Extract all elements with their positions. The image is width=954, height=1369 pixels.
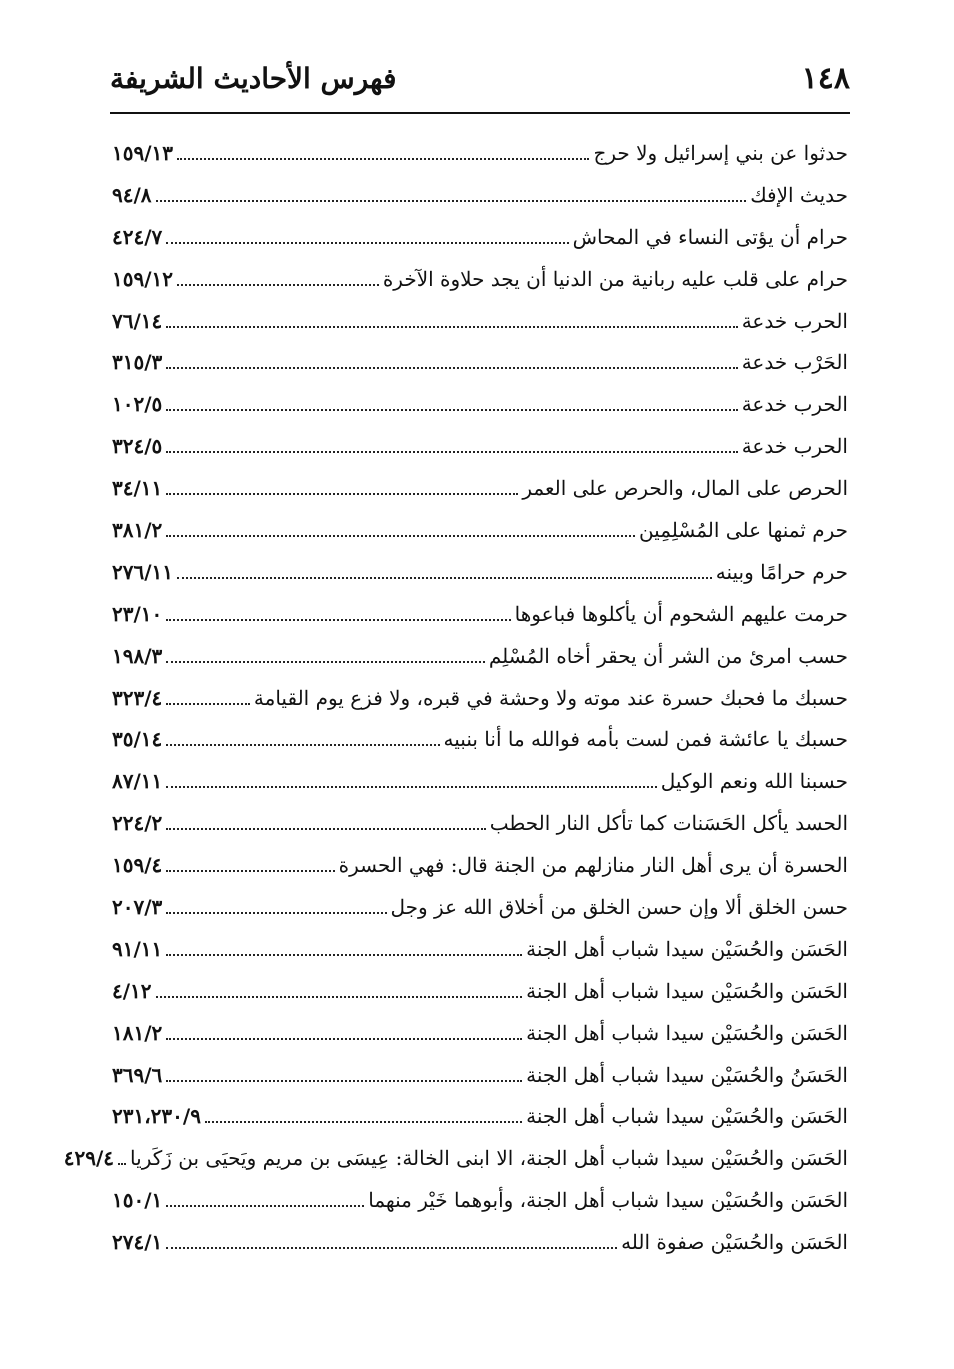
entry-reference: ٢٢٤/٢ xyxy=(112,811,163,836)
entry-text: حسبك يا عائشة فمن لست بأمه فوالله ما أنا بنبيه xyxy=(443,727,848,752)
entry-text: الحَسَن والحُسَيْن صفوة الله xyxy=(621,1230,848,1255)
entry-reference: ١٩٨/٣ xyxy=(112,643,163,668)
index-entry xyxy=(112,467,848,509)
index-entry xyxy=(112,425,848,467)
entry-text: الحَسَن والحُسَيْن سيدا شباب أهل الجنة xyxy=(526,936,848,961)
entry-reference: ٣٤/١١ xyxy=(112,476,163,501)
entry-reference: ٢٣/١٠ xyxy=(112,601,163,626)
entry-reference: ٤٢٩/٤ xyxy=(63,1146,115,1171)
entry-reference: ٣١٥/٣ xyxy=(112,350,163,375)
entry-text: الحرب خدعة xyxy=(741,392,848,417)
dot-leader xyxy=(166,870,334,872)
index-entry xyxy=(112,258,848,300)
dot-leader xyxy=(166,409,737,411)
index-entry xyxy=(112,1179,848,1221)
dot-leader xyxy=(166,1247,617,1249)
dot-leader xyxy=(177,158,589,160)
dot-leader xyxy=(166,1205,364,1207)
entry-reference: ٣٨١/٢ xyxy=(112,517,163,542)
entry-text: حرم حرامًا وبينه xyxy=(715,559,848,584)
entry-text: الحرب خدعة xyxy=(741,434,848,459)
entry-reference: ١٨١/٢ xyxy=(112,1020,163,1045)
entry-reference: ١٥٩/١٣ xyxy=(112,140,174,165)
entry-reference: ١٥٩/٤ xyxy=(112,853,163,878)
index-entry xyxy=(112,216,848,258)
dot-leader xyxy=(118,1163,126,1165)
index-entry xyxy=(112,802,848,844)
dot-leader xyxy=(166,242,568,244)
index-entry xyxy=(112,341,848,383)
dot-leader xyxy=(166,619,510,621)
entry-text: الحَسَن والحُسَيْن سيدا شباب أهل الجنة xyxy=(526,1104,848,1129)
entry-text: الحسد يأكل الحَسَنات كما تأكل النار الحطب xyxy=(489,811,848,836)
entry-text: حسبك ما فحبك حسرة عند موته ولا وحشة في قبره، ولا فزع يوم القيامة xyxy=(253,685,848,710)
index-entry xyxy=(112,928,848,970)
index-entry xyxy=(112,593,848,635)
entry-text: حسب امرئ من الشر أن يحقر أخاه المُسْلِم xyxy=(488,643,848,668)
entry-reference: ٣٦٩/٦ xyxy=(112,1062,163,1087)
index-entry xyxy=(112,677,848,719)
entry-reference: ٣٥/١٤ xyxy=(112,727,163,752)
index-entry xyxy=(112,132,848,174)
dot-leader xyxy=(166,535,635,537)
index-entry xyxy=(63,1137,848,1179)
index-entry xyxy=(112,635,848,677)
dot-leader xyxy=(166,1038,522,1040)
entry-text: الحَسَن والحُسَيْن سيدا شباب أهل الجنة xyxy=(526,978,848,1003)
dot-leader xyxy=(166,744,439,746)
entry-reference: ٧٦/١٤ xyxy=(112,308,163,333)
index-entry xyxy=(112,1221,848,1263)
entry-text: الحَرْب خدعة xyxy=(741,350,848,375)
entry-text: حدثوا عن بني إسرائيل ولا حرج xyxy=(593,140,848,165)
dot-leader xyxy=(177,577,712,579)
entry-text: الحرب خدعة xyxy=(741,308,848,333)
entry-reference: ١٥٠/١ xyxy=(112,1188,163,1213)
entry-reference: ٢٣١،٢٣٠/٩ xyxy=(112,1104,201,1129)
index-entry xyxy=(112,551,848,593)
entry-reference: ٤/١٢ xyxy=(112,978,152,1003)
index-entry xyxy=(112,509,848,551)
entry-text: الحَسَنُ والحُسَيْن سيدا شباب أهل الجنة xyxy=(526,1062,848,1087)
dot-leader xyxy=(166,703,250,705)
index-entry xyxy=(112,760,848,802)
entry-reference: ٤٢٤/٧ xyxy=(112,224,163,249)
dot-leader xyxy=(166,451,737,453)
entry-reference: ٢٠٧/٣ xyxy=(112,894,163,919)
index-entry xyxy=(112,886,848,928)
dot-leader xyxy=(156,200,747,202)
entry-text: حرمت عليهم الشحوم أن يأكلوها فباعوها xyxy=(514,601,848,626)
index-entry xyxy=(112,300,848,342)
entry-text: حديث الإفك xyxy=(750,182,848,207)
entry-text: الحَسَن والحُسَيْن سيدا شباب أهل الجنة، الا ابنى الخالة: عِيسَى بن مريم ويَحيَى بن زَكَريا xyxy=(130,1146,848,1171)
index-entry xyxy=(112,970,848,1012)
dot-leader xyxy=(166,912,386,914)
index-entry xyxy=(112,1012,848,1054)
index-entry xyxy=(112,718,848,760)
entry-reference: ٢٧٦/١١ xyxy=(112,559,174,584)
index-entry xyxy=(112,1054,848,1096)
entry-text: الحَسَن والحُسَيْن سيدا شباب أهل الجنة، وأبوهما خَيْر منهما xyxy=(368,1188,848,1213)
index-entry xyxy=(112,383,848,425)
dot-leader xyxy=(166,326,737,328)
dot-leader xyxy=(166,954,522,956)
index-entry xyxy=(112,174,848,216)
dot-leader xyxy=(156,996,523,998)
page-number: ١٤٨ xyxy=(801,60,850,96)
entry-reference: ٩١/١١ xyxy=(112,936,163,961)
dot-leader xyxy=(166,661,485,663)
index-entry xyxy=(112,844,848,886)
entry-text: الحسرة أن يرى أهل النار منازلهم من الجنة قال: فهي الحسرة xyxy=(338,853,848,878)
header-rule xyxy=(110,112,850,114)
entry-reference: ١٥٩/١٢ xyxy=(112,266,174,291)
entry-text: حسبنا الله ونعم الوكيل xyxy=(660,769,848,794)
entry-reference: ٣٢٤/٥ xyxy=(112,434,163,459)
dot-leader xyxy=(166,786,656,788)
entry-text: الحرص على المال، والحرص على العمر xyxy=(522,476,848,501)
index-entry xyxy=(112,1095,848,1137)
entry-text: حرم ثمنها على المُسْلِمِين xyxy=(638,517,848,542)
dot-leader xyxy=(166,1080,522,1082)
entry-text: حرام أن يؤتى النساء في المحاش xyxy=(572,224,848,249)
entry-text: الحَسَن والحُسَيْن سيدا شباب أهل الجنة xyxy=(526,1020,848,1045)
page-title: فهرس الأحاديث الشريفة xyxy=(110,61,397,95)
dot-leader xyxy=(205,1121,522,1123)
entry-reference: ١٠٢/٥ xyxy=(112,392,163,417)
dot-leader xyxy=(166,828,485,830)
entry-reference: ٨٧/١١ xyxy=(112,769,163,794)
entry-reference: ٩٤/٨ xyxy=(112,182,152,207)
dot-leader xyxy=(177,284,379,286)
entry-text: حرام على قلب عليه ربانية من الدنيا أن يجد حلاوة الآخرة xyxy=(382,266,848,291)
entry-text: حسن الخلق ألا وإن حسن الخلق من أخلاق الله عز وجل xyxy=(390,894,848,919)
page-header xyxy=(110,56,850,100)
entry-reference: ٣٢٣/٤ xyxy=(112,685,163,710)
entry-reference: ٢٧٤/١ xyxy=(112,1230,163,1255)
dot-leader xyxy=(166,367,737,369)
dot-leader xyxy=(166,493,518,495)
hadith-index-list xyxy=(63,132,848,1263)
